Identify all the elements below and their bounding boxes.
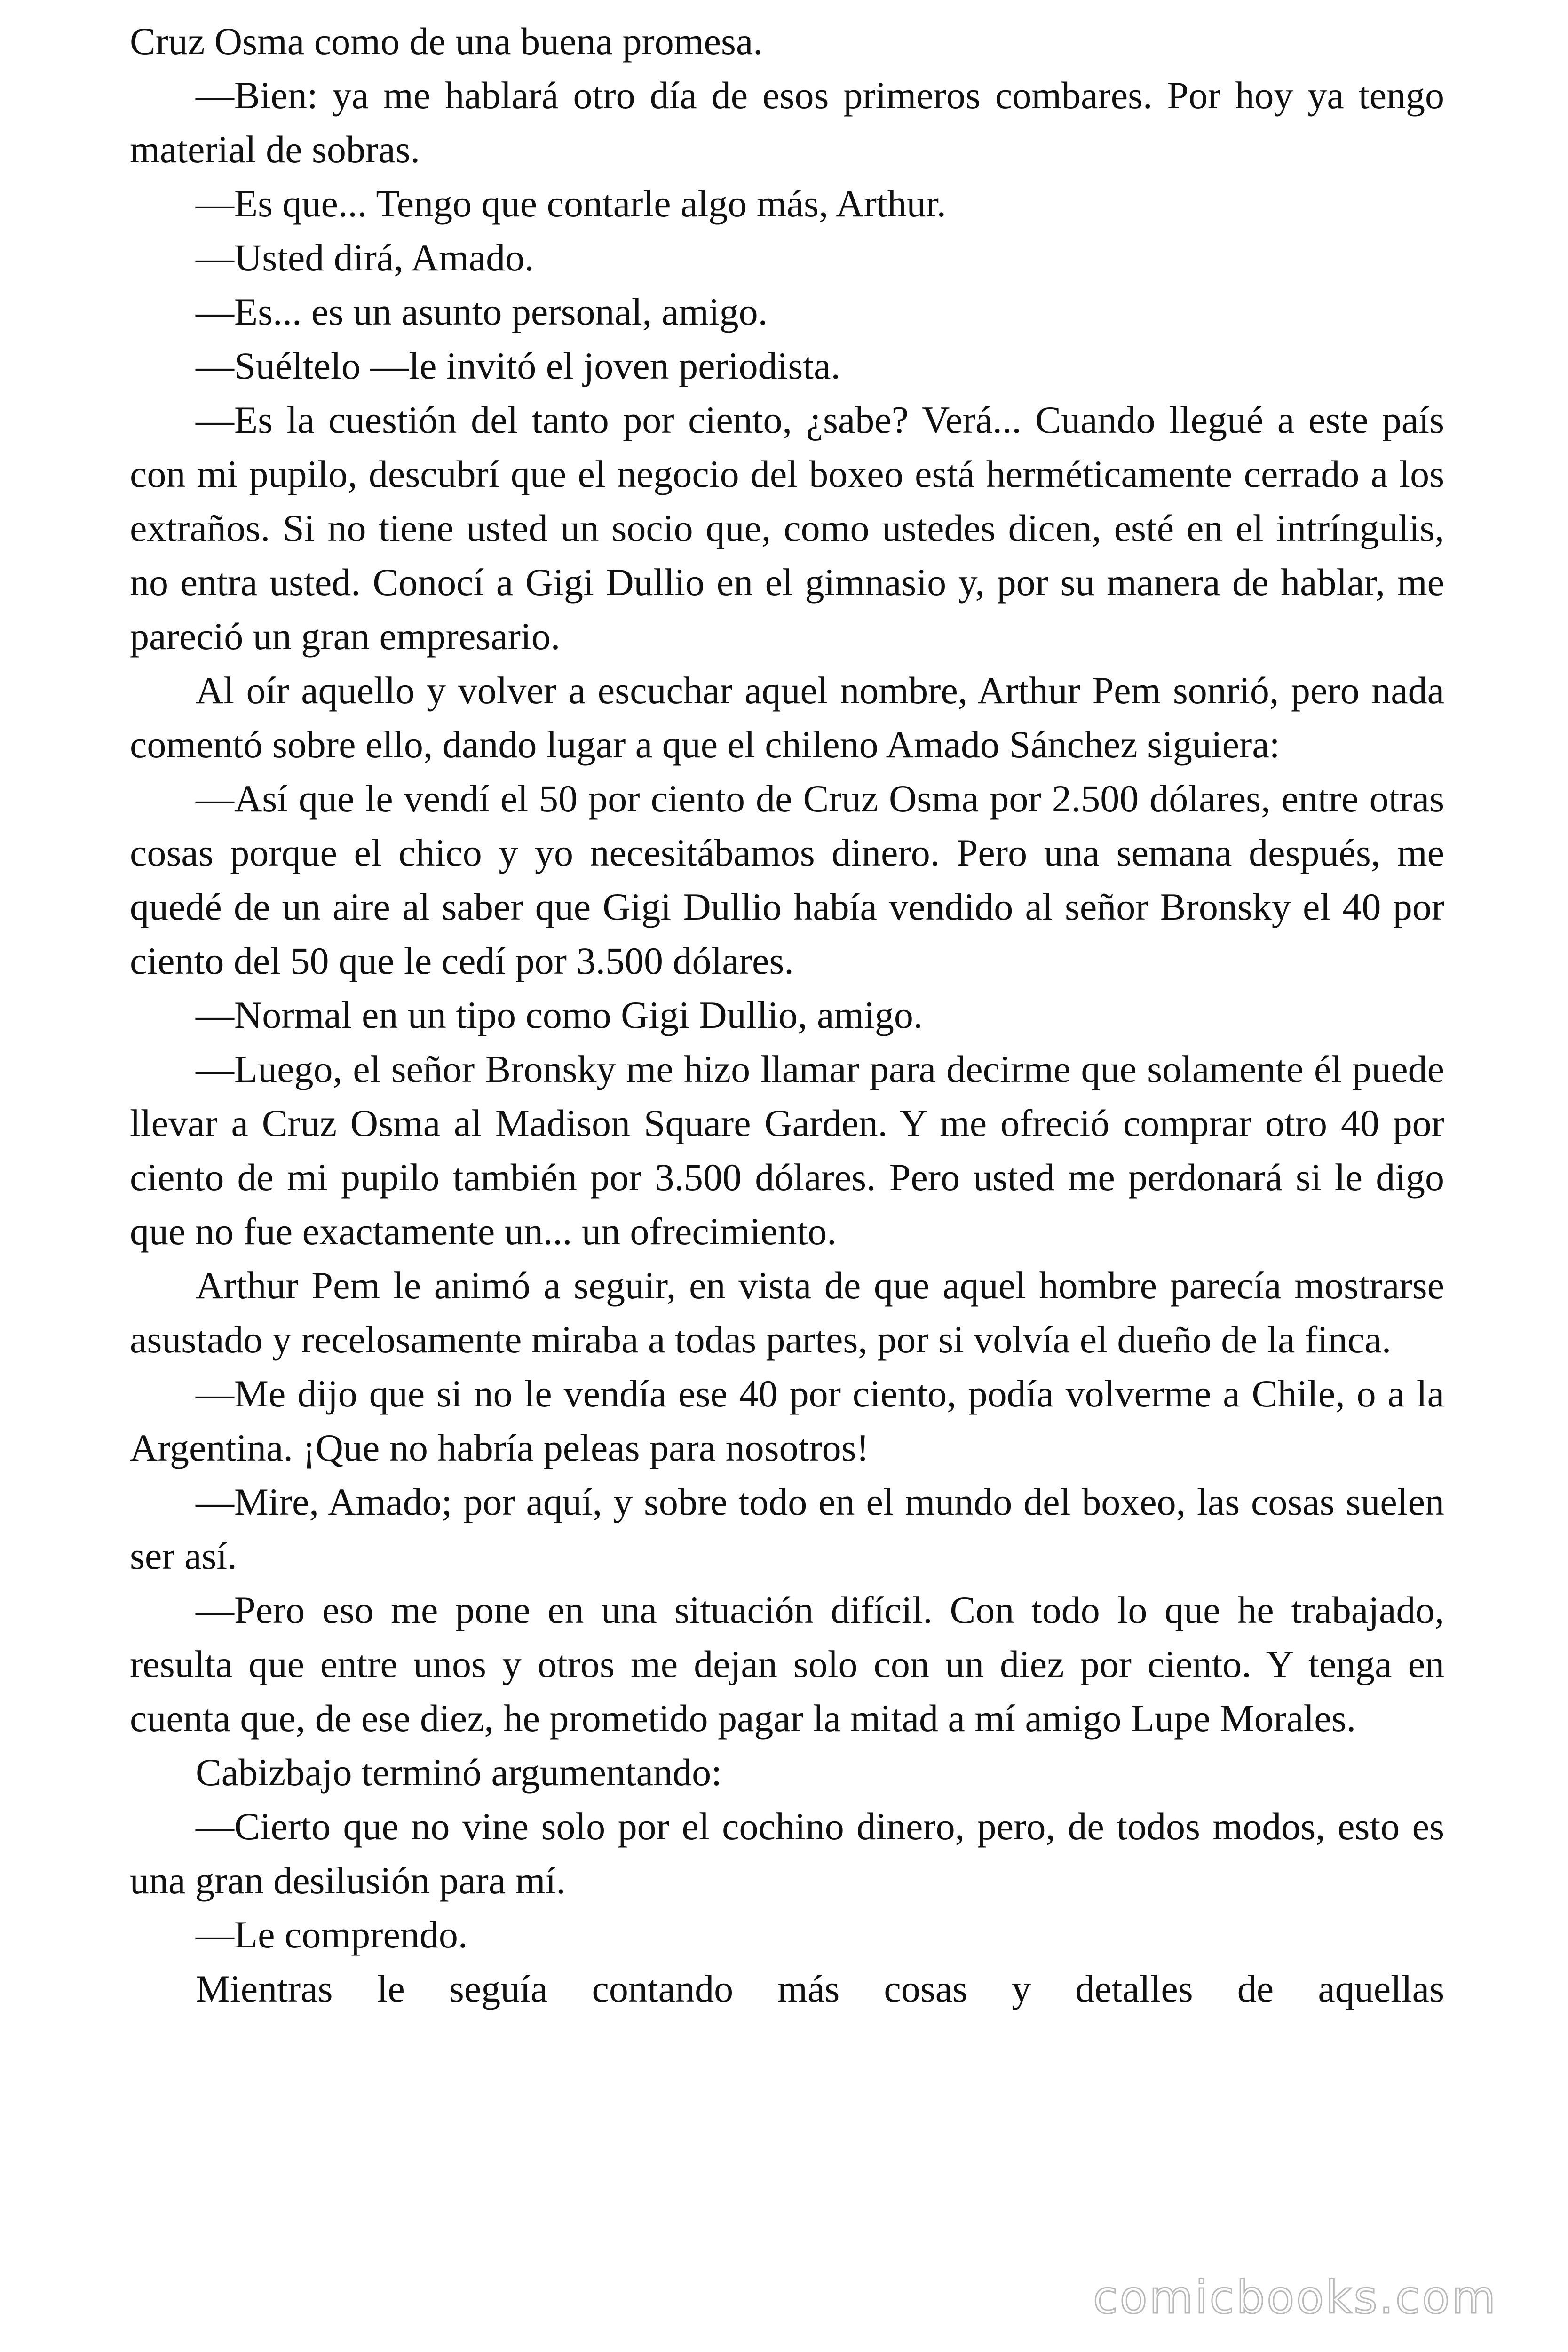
paragraph: —Cierto que no vine solo por el cochino dinero, pero, de todos modos, esto es una gran desilusión para mí.: [130, 1805, 1444, 1902]
paragraph: Cruz Osma como de una buena promesa.: [130, 20, 763, 63]
paragraph: —Así que le vendí el 50 por ciento de Cruz Osma por 2.500 dólares, entre otras cosas porque el chico y yo necesitábamos dinero. Pero una semana después, me quedé de un aire al saber que Gigi Dullio había vendido al señor Bronsky el 40 por ciento del 50 que le cedí por 3.500 dólares.: [130, 777, 1444, 982]
paragraph: —Me dijo que si no le vendía ese 40 por ciento, podía volverme a Chile, o a la Argentina. ¡Que no habría peleas para nosotros!: [130, 1372, 1444, 1469]
watermark: comicbooks.com: [1093, 2271, 1497, 2324]
paragraph: —Luego, el señor Bronsky me hizo llamar para decirme que solamente él puede llevar a Cruz Osma al Madison Square Garden. Y me ofreció comprar otro 40 por ciento de mi pupilo también por 3.500 dólares. Pero usted me perdonará si le digo que no fue exactamente un... un ofrecimiento.: [130, 1048, 1444, 1253]
paragraph: Cabizbajo terminó argumentando:: [196, 1751, 722, 1794]
paragraph: —Bien: ya me hablará otro día de esos primeros combares. Por hoy ya tengo material de sobras.: [130, 74, 1444, 171]
paragraph: —Mire, Amado; por aquí, y sobre todo en el mundo del boxeo, las cosas suelen ser así.: [130, 1480, 1444, 1577]
paragraph: —Le comprendo.: [196, 1913, 468, 1956]
paragraph: —Es la cuestión del tanto por ciento, ¿sabe? Verá... Cuando llegué a este país con mi pupilo, descubrí que el negocio del boxeo está herméticamente cerrado a los extraños. Si no tiene usted un socio que, como ustedes dicen, esté en el intríngulis, no entra usted. Conocí a Gigi Dullio en el gimnasio y, por su manera de hablar, me pareció un gran empresario.: [130, 398, 1444, 658]
paragraph: Arthur Pem le animó a seguir, en vista de que aquel hombre parecía mostrarse asustado y recelosamente miraba a todas partes, por si volvía el dueño de la finca.: [130, 1264, 1444, 1361]
paragraph: —Usted dirá, Amado.: [196, 236, 534, 279]
paragraph: —Normal en un tipo como Gigi Dullio, amigo.: [196, 993, 923, 1036]
page-text: [130, 14, 1444, 2016]
paragraph: —Pero eso me pone en una situación difícil. Con todo lo que he trabajado, resulta que entre unos y otros me dejan solo con un diez por ciento. Y tenga en cuenta que, de ese diez, he prometido pagar la mitad a mí amigo Lupe Morales.: [130, 1589, 1444, 1740]
paragraph: —Suéltelo —le invitó el joven periodista.: [196, 344, 840, 387]
paragraph: Al oír aquello y volver a escuchar aquel nombre, Arthur Pem sonrió, pero nada comentó sobre ello, dando lugar a que el chileno Amado Sánchez siguiera:: [130, 669, 1444, 766]
paragraph: —Es... es un asunto personal, amigo.: [196, 290, 768, 333]
paragraph: —Es que... Tengo que contarle algo más, Arthur.: [196, 182, 946, 225]
paragraph: Mientras le seguía contando más cosas y detalles de aquellas: [196, 1967, 1444, 2010]
